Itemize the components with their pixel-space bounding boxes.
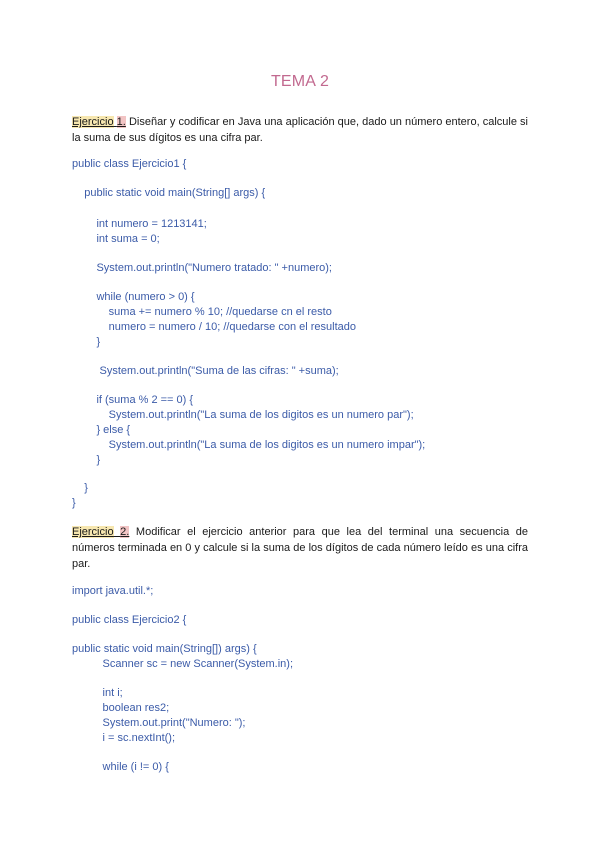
page-title: TEMA 2: [270, 73, 330, 90]
code-line: i = sc.nextInt();: [72, 732, 176, 744]
code-line: System.out.println("La suma de los digitos es un numero par");: [72, 409, 414, 421]
code-line: System.out.println("Suma de las cifras: " +suma);: [72, 365, 339, 377]
code-line: boolean res2;: [72, 702, 170, 714]
code-line: int suma = 0;: [72, 233, 160, 245]
exercise-1-statement: [72, 114, 528, 146]
exercise-1-text: Diseñar y codificar en Java una aplicación que, dado un número entero, calcule si la suma de sus dígitos es una cifra par.: [72, 116, 528, 144]
code-line: suma += numero % 10; //quedarse cn el resto: [72, 306, 332, 318]
code-line: public static void main(String[] args) {: [72, 187, 266, 199]
exercise-1-label: Ejercicio 1.: [72, 116, 126, 128]
code-line: System.out.println("La suma de los digitos es un numero impar");: [72, 439, 426, 451]
exercise-2-text: Modificar el ejercicio anterior para que lea del terminal una secuencia de números terminada en 0 y calcule si la suma de los dígitos de cada número leído es una cifra par.: [72, 526, 528, 570]
exercise-2-statement: [72, 524, 528, 572]
code-line: System.out.print("Numero: ");: [72, 717, 246, 729]
code-line: int numero = 1213141;: [72, 218, 207, 230]
code-line: }: [72, 336, 101, 348]
code-line: while (numero > 0) {: [72, 291, 195, 303]
code-line: int i;: [72, 687, 123, 699]
code-line: while (i != 0) {: [72, 761, 169, 773]
code-line: public static void main(String[]) args) {: [72, 643, 257, 655]
code-line: numero = numero / 10; //quedarse con el resultado: [72, 321, 357, 333]
code-line: Scanner sc = new Scanner(System.in);: [72, 658, 294, 670]
code-line: import java.util.*;: [72, 585, 154, 597]
code-line: }: [72, 497, 76, 509]
code-line: System.out.println("Numero tratado: " +numero);: [72, 262, 332, 274]
code-line: public class Ejercicio2 {: [72, 614, 187, 626]
code-line: } else {: [72, 424, 131, 436]
code-line: public class Ejercicio1 {: [72, 158, 187, 170]
code-line: }: [72, 482, 88, 494]
code-line: }: [72, 454, 101, 466]
exercise-2-label: Ejercicio 2.: [72, 526, 130, 538]
code-line: if (suma % 2 == 0) {: [72, 394, 194, 406]
